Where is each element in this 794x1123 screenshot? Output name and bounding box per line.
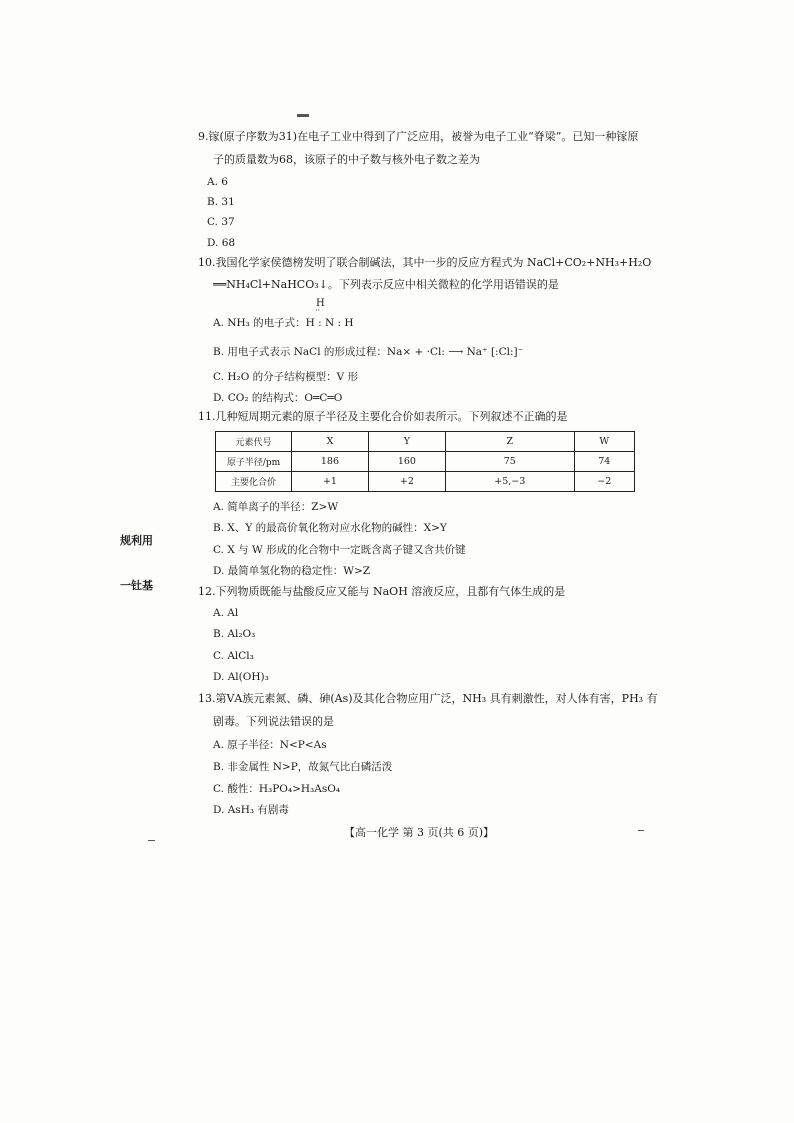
q10-option-b: B. 用电子式表示 NaCl 的形成过程：Na× + ·Cl: ⟶ Na⁺ [:Cl:]⁻ — [213, 346, 524, 358]
q13-option-c: C. 酸性：H₃PO₄>H₃AsO₄ — [213, 783, 341, 795]
table-cell: 主要化合价 — [216, 472, 292, 492]
q10-nh3-top-dots: ·· — [315, 306, 321, 315]
q12-option-c: C. AlCl₃ — [213, 650, 254, 662]
table-row — [216, 452, 635, 472]
q10-stem-line1: 10.我国化学家侯德榜发明了联合制碱法，其中一步的反应方程式为 NaCl+CO₂+NH₃+H₂O — [198, 256, 652, 269]
q11-option-c: C. X 与 W 形成的化合物中一定既含离子键又含共价键 — [213, 544, 466, 556]
q9-stem-line2: 子的质量数为68，该原子的中子数与核外电子数之差为 — [213, 153, 480, 166]
table-cell: +1 — [292, 472, 369, 492]
table-row — [216, 472, 635, 492]
table-header-cell: X — [292, 432, 369, 452]
q13-option-d: D. AsH₃ 有剧毒 — [213, 804, 289, 816]
q10-stem-line2: ══NH₄Cl+NaHCO₃↓。下列表示反应中相关微粒的化学用语错误的是 — [213, 278, 559, 291]
q10-option-c: C. H₂O 的分子结构模型：V 形 — [213, 371, 359, 383]
q11-option-b: B. X、Y 的最高价氧化物对应水化物的碱性：X>Y — [213, 522, 447, 534]
q13-stem-line2: 剧毒。下列说法错误的是 — [213, 715, 334, 728]
table-header-cell: Z — [445, 432, 574, 452]
table-cell: −2 — [574, 472, 634, 492]
q9-option-b: B. 31 — [207, 196, 235, 208]
scan-mark — [638, 830, 644, 831]
margin-text-1: 规利用 — [120, 534, 153, 547]
table-cell: 原子半径/pm — [216, 452, 292, 472]
table-header-cell: W — [574, 432, 634, 452]
margin-text-2: 一钍基 — [120, 579, 153, 592]
table-header-cell: Y — [368, 432, 445, 452]
table-cell: +2 — [368, 472, 445, 492]
scan-mark — [148, 840, 155, 841]
q12-option-d: D. Al(OH)₃ — [213, 671, 269, 683]
q12-option-b: B. Al₂O₃ — [213, 628, 256, 640]
table-header-row — [216, 432, 635, 452]
table-cell: 160 — [368, 452, 445, 472]
table-cell: +5,−3 — [445, 472, 574, 492]
q12-option-a: A. Al — [213, 607, 239, 619]
q10-option-d: D. CO₂ 的结构式：O═C═O — [213, 392, 343, 404]
q11-stem: 11.几种短周期元素的原子半径及主要化合价如表所示。下列叙述不正确的是 — [198, 410, 568, 423]
scan-mark — [297, 114, 309, 117]
q9-option-c: C. 37 — [207, 216, 235, 228]
q13-option-a: A. 原子半径：N<P<As — [213, 739, 327, 751]
table-cell: 186 — [292, 452, 369, 472]
q11-option-a: A. 简单离子的半径：Z>W — [213, 501, 339, 513]
page-footer: 【高一化学 第 3 页(共 6 页)】 — [344, 826, 495, 839]
q10-option-a: A. NH₃ 的电子式：H : N : H — [213, 317, 354, 329]
q11-option-d: D. 最简单氢化物的稳定性：W>Z — [213, 565, 371, 577]
q12-stem: 12.下列物质既能与盐酸反应又能与 NaOH 溶液反应，且都有气体生成的是 — [198, 585, 566, 598]
q10-nh3-top-h: H — [316, 298, 325, 309]
table-header-cell: 元素代号 — [216, 432, 292, 452]
q13-option-b: B. 非金属性 N>P，故氮气比白磷活泼 — [213, 761, 393, 773]
q9-option-a: A. 6 — [207, 176, 228, 188]
table-cell: 75 — [445, 452, 574, 472]
q13-stem-line1: 13.第ⅤA族元素氮、磷、砷(As)及其化合物应用广泛，NH₃ 具有刺激性，对人体有害，PH₃ 有 — [198, 692, 658, 705]
q9-stem-line1: 9.镓(原子序数为31)在电子工业中得到了广泛应用，被誉为电子工业“脊梁”。已知一种镓原 — [198, 130, 639, 143]
q11-element-table — [215, 431, 635, 492]
table-cell: 74 — [574, 452, 634, 472]
q9-option-d: D. 68 — [207, 237, 236, 249]
